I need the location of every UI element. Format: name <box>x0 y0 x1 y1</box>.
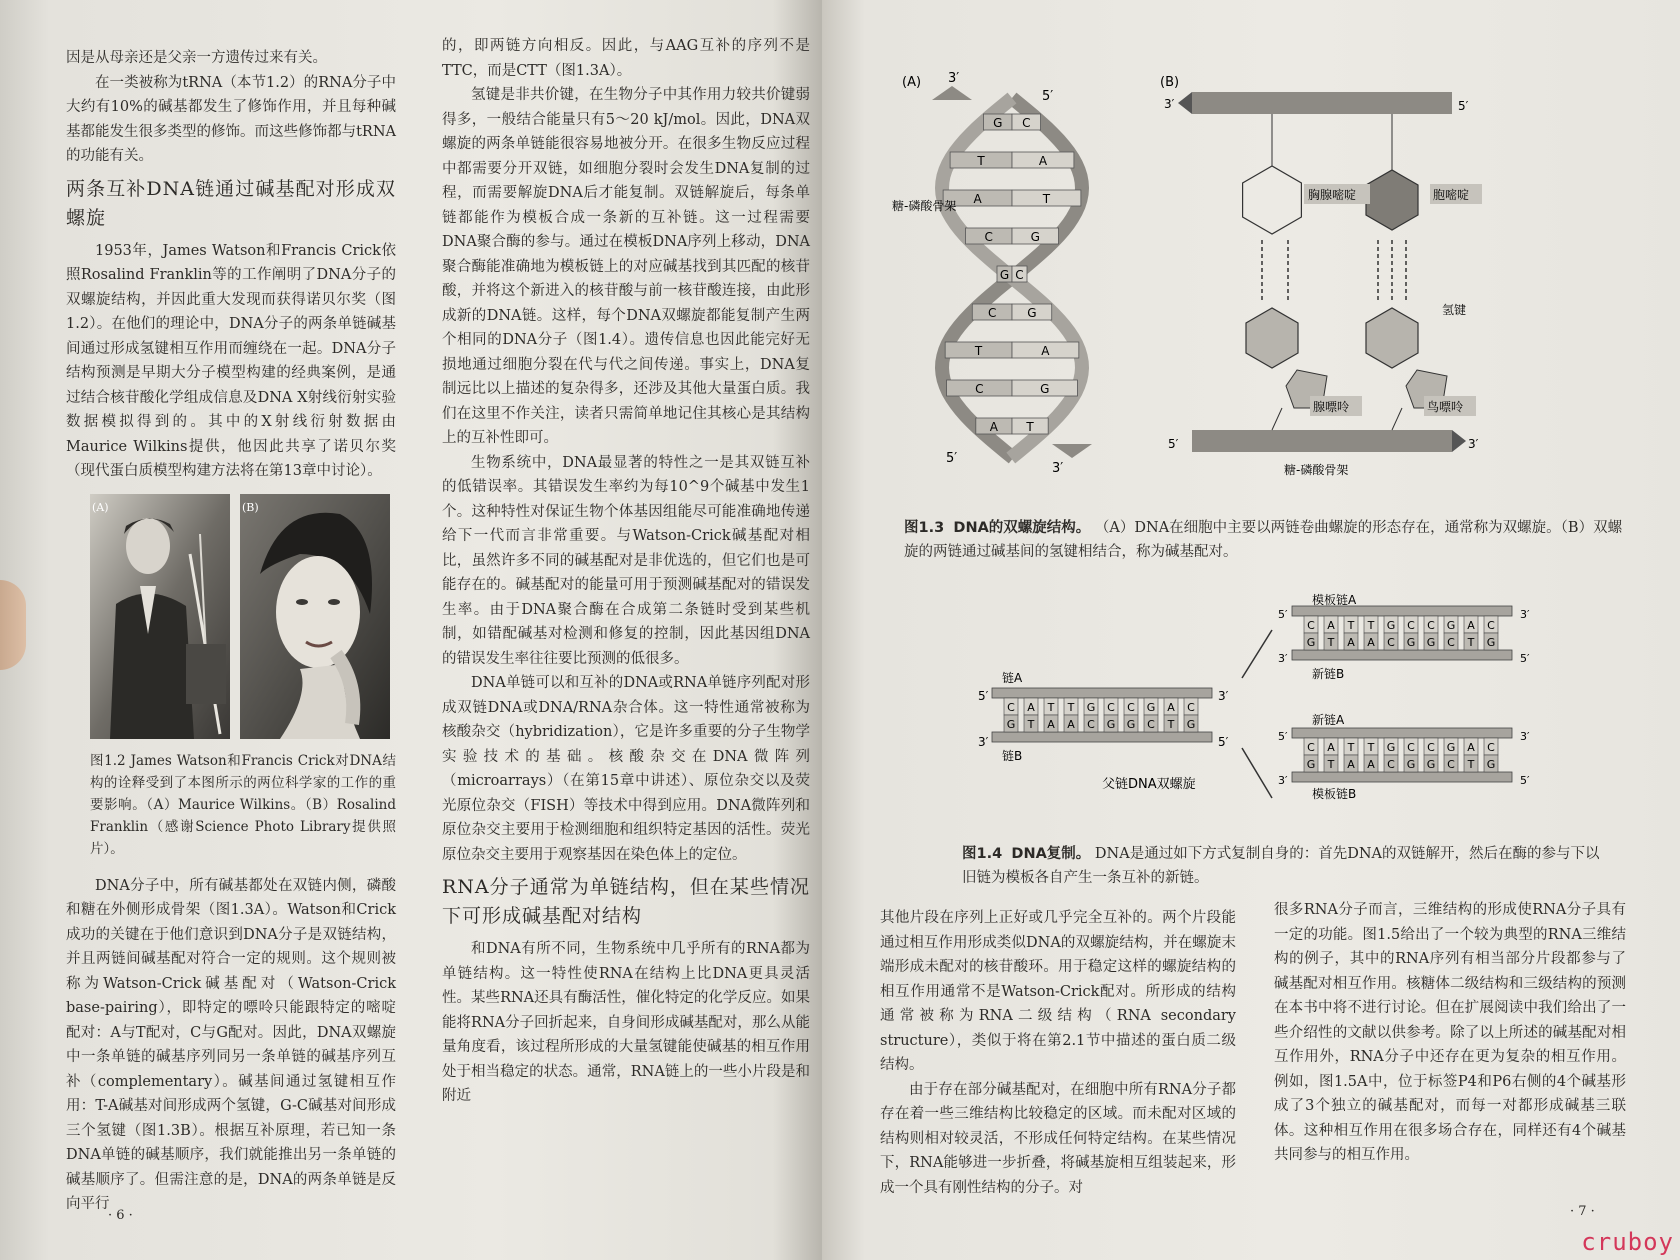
base-letter: C <box>1487 741 1495 754</box>
base-letter: T <box>1027 718 1035 731</box>
label-guanine: 鸟嘌呤 <box>1427 400 1464 414</box>
base-letter: G <box>1386 741 1396 754</box>
new-b-label: 新链B <box>1312 667 1345 681</box>
paragraph-base-pairing: DNA分子中，所有碱基都处在双链内侧，磷酸和糖在外侧形成骨架（图1.3A）。Watson和Crick成功的关键在于他们意识到DNA分子是双链结构，并且两链间碱基配对符合一定的规则。这个规则被称为Watson-Crick碱基配对（Watson-Crick base-pairing），即特定的嘌呤只能跟特定的嘧啶配对：A与T配对，C与G配对。因此，DNA双螺旋中一条单链的碱基序列同另一条单链的碱基序列互补（complementary）。碱基间通过氢键相互作用：T-A碱基对间形成两个氢键，G-C碱基对间形成三个氢键（图1.3B）。根据互补原理，若已知一条DNA单链的碱基顺序，我们就能推出另一条单链的碱基顺序了。但需注意的是，DNA的两条单链是反向平行 <box>66 877 396 1212</box>
end-label: 5′ <box>1278 730 1288 743</box>
base-letter: A <box>1041 344 1050 358</box>
base-letter: C <box>1022 116 1031 130</box>
base-letter: T <box>1467 758 1475 771</box>
label-thymine: 胸腺嘧啶 <box>1308 188 1357 202</box>
end-label: 5′ <box>1042 89 1054 104</box>
adenine-ring <box>1246 308 1298 368</box>
base-letter: G <box>1040 382 1050 396</box>
guanine-ring <box>1366 308 1418 368</box>
strand-bar <box>992 732 1212 742</box>
base-letter: G <box>1386 619 1396 632</box>
glycosidic-bond <box>1392 408 1402 430</box>
base-letter: C <box>1307 741 1315 754</box>
paragraph-rna-secondary: 其他片段在序列上正好或几乎完全互补的。两个片段能通过相互作用形成类似DNA的双螺旋结构，并在螺旋末端形成未配对的核苷酸环。用于稳定这样的螺旋结构的相互作用通常不是Watson-Crick配对。所形成的结构通常被称为RNA二级结构（RNA secondary structure），类似于将在第2.1节中描述的蛋白质二级结构。 <box>880 910 1236 1073</box>
label-adenine: 腺嘌呤 <box>1313 400 1350 414</box>
base-letter: C <box>1107 701 1115 714</box>
base-letter: A <box>1347 758 1355 771</box>
strand-bar <box>1292 606 1512 616</box>
base-letter: G <box>1106 718 1116 731</box>
figure-1-3-caption <box>904 516 1624 564</box>
base-letter: C <box>1407 741 1415 754</box>
strand-bar <box>992 688 1212 698</box>
base-letter: C <box>1015 268 1024 282</box>
base-letter: T <box>1067 701 1075 714</box>
end-label: 3′ <box>1278 652 1288 665</box>
base-letter: C <box>984 230 993 244</box>
base-letter: T <box>1347 741 1355 754</box>
base-letter: G <box>1426 758 1436 771</box>
caption-number: 图1.4 <box>962 846 1003 862</box>
base-letter: C <box>1427 741 1435 754</box>
figure-1-4 <box>972 593 1612 838</box>
end-label: 5′ <box>1520 774 1530 787</box>
base-letter: C <box>1447 758 1455 771</box>
right-column-2 <box>1274 898 1626 1168</box>
base-pairing-diagram <box>1160 75 1482 477</box>
base-letter: T <box>1327 636 1335 649</box>
end-label: 3′ <box>978 735 989 749</box>
daughter-duplex-a <box>1292 606 1512 660</box>
end-label: 5′ <box>1168 437 1179 451</box>
thymine-ring <box>1243 166 1302 234</box>
glycosidic-bond <box>1272 408 1282 430</box>
right-page <box>822 0 1680 1260</box>
caption-body: （A）DNA在细胞中主要以两链卷曲螺旋的形态存在，通常称为双螺旋。（B）双螺旋的两链通过碱基间的氢键相结合，称为碱基配对。 <box>904 520 1623 560</box>
base-letter: T <box>1347 619 1355 632</box>
page-number-7: · 7 · <box>1570 1204 1595 1219</box>
left-page <box>0 0 822 1260</box>
end-label: 3′ <box>1278 774 1288 787</box>
base-letter: C <box>1307 619 1315 632</box>
backbone-arrow <box>1178 92 1192 114</box>
caption-title: DNA复制。 <box>1011 846 1091 862</box>
paragraph-antiparallel: 的，即两链方向相反。因此，与AAG互补的序列不是TTC，而是CTT（图1.3A）。 <box>442 38 810 79</box>
arrow-line <box>1242 748 1272 798</box>
caption-body: DNA是通过如下方式复制自身的：首先DNA的双链解开，然后在酶的参与下以旧链为模板各自产生一条互补的新链。 <box>962 846 1600 886</box>
backbone-bar <box>1192 92 1452 114</box>
base-letter: G <box>1306 636 1316 649</box>
backbone-label: 糖-磷酸骨架 <box>892 199 957 213</box>
end-label: 5′ <box>1278 608 1288 621</box>
base-letter: A <box>1467 741 1475 754</box>
base-letter: T <box>1042 192 1051 206</box>
base-letter: C <box>1407 619 1415 632</box>
base-letter: C <box>1427 619 1435 632</box>
strand-bar <box>1292 728 1512 738</box>
strand-bar <box>1292 650 1512 660</box>
photo-label-b: (B) <box>242 500 259 514</box>
left-column-2 <box>442 34 810 1109</box>
daughter-duplex-b <box>1292 728 1512 782</box>
end-label: 3′ <box>1164 97 1175 111</box>
base-letter: T <box>1367 741 1375 754</box>
parent-duplex <box>992 688 1212 742</box>
end-label: 3′ <box>948 71 960 86</box>
base-letter: A <box>1167 701 1175 714</box>
photo-label-a: (A) <box>92 500 109 514</box>
intro-line: 因是从母亲还是父亲一方遗传过来有关。 <box>66 50 327 66</box>
base-letter: G <box>1146 701 1156 714</box>
figure-1-3 <box>892 70 1479 510</box>
base-letter: G <box>999 268 1010 282</box>
caption-number: 图1.3 <box>904 520 945 536</box>
figure-1-2-caption: 图1.2 James Watson和Francis Crick对DNA结构的诠释受到了本图所示的两位科学家的工作的重要影响。（A）Maurice Wilkins。（B）Rosalind Franklin（感谢Science Photo Library提供照片）。 <box>90 752 396 857</box>
right-column-1 <box>880 906 1236 1200</box>
base-letter: G <box>1027 306 1037 320</box>
strand-arrow-down <box>1052 444 1092 458</box>
base-letter: C <box>975 382 984 396</box>
strand-bar <box>1292 772 1512 782</box>
base-letter: T <box>1327 758 1335 771</box>
base-letter: T <box>974 344 983 358</box>
base-letter: T <box>1467 636 1475 649</box>
thumb <box>0 580 26 670</box>
template-a-label: 模板链A <box>1312 593 1357 607</box>
base-letter: A <box>1367 758 1375 771</box>
base-letter: A <box>1327 741 1335 754</box>
paragraph-hydrogen-bonds: 氢键是非共价键，在生物分子中其作用力较共价键弱得多，一般结合能量只有5～20 kJ/mol。因此，DNA双螺旋的两条单链能很容易地被分开。在很多生物反应过程中都需要分开双链，如细胞分裂时会发生DNA复制的过程，而需要解旋DNA后才能复制。双链解旋后，每条单链都能作为模板合成一条新的互补链。这一过程需要DNA聚合酶的参与。通过在模板DNA序列上移动，DNA聚合酶能准确地为模板链上的对应碱基找到其匹配的核苷酸，并将这个新进入的核苷酸与前一核苷酸连接，由此形成新的DNA链。这样，每个DNA双螺旋都能复制产生两个相同的DNA分子（图1.4）。遗传信息也因此能完好无损地通过细胞分裂在代与代之间传递。事实上，DNA复制远比以上描述的复杂得多，还涉及其他大量蛋白质。我们在这里不作关注，读者只需简单地记住其核心是其结构上的互补性即可。 <box>442 87 810 446</box>
base-letter: G <box>1086 701 1096 714</box>
base-letter: C <box>1187 701 1195 714</box>
base-letter: G <box>1426 636 1436 649</box>
base-letter: A <box>1327 619 1335 632</box>
base-letter: G <box>1126 718 1136 731</box>
base-letter: G <box>1006 718 1016 731</box>
end-label: 5′ <box>1218 735 1229 749</box>
base-letter: G <box>1446 619 1456 632</box>
end-label: 3′ <box>1218 689 1229 703</box>
base-letter: C <box>1127 701 1135 714</box>
base-letter: A <box>1038 154 1048 168</box>
base-letter: A <box>973 192 982 206</box>
backbone-bar <box>1192 430 1452 452</box>
base-letter: T <box>1167 718 1175 731</box>
base-letter: G <box>1446 741 1456 754</box>
base-letter: C <box>987 306 997 320</box>
end-label: 3′ <box>1468 437 1479 451</box>
base-letter: C <box>1087 718 1095 731</box>
label-cytosine: 胞嘧啶 <box>1433 188 1470 202</box>
base-letter: G <box>993 116 1003 130</box>
strand-a-label: 链A <box>1002 671 1023 685</box>
new-a-label: 新链A <box>1312 713 1345 727</box>
paragraph-watson-crick: 1953年，James Watson和Francis Crick依照Rosalind Franklin等的工作阐明了DNA分子的双螺旋结构，并因此重大发现而获得诺贝尔奖（图1.2）。在他们的理论中，DNA分子的两条单链碱基间通过形成氢键相互作用而缠绕在一起。DNA分子结构预测是早期大分子模型构建的经典案例，是通过结合核苷酸化学组成信息及DNA X射线衍射实验数据模拟得到的。其中的X射线衍射数据由Maurice Wilkins提供，他因此共享了诺贝尔奖（现代蛋白质模型构建方法将在第13章中讨论）。 <box>66 242 396 479</box>
end-label: 5′ <box>1520 652 1530 665</box>
watermark: cruboy <box>1581 1228 1674 1256</box>
paragraph-error-rate: 生物系统中，DNA最显著的特性之一是其双链互补的低错误率。其错误发生率约为每10^9个碱基中发生1个。这种特性对保证生物个体基因组能尽可能准确地传递给下一代而言非常重要。与Watson-Crick碱基配对相比，虽然许多不同的碱基配对是非优选的，但它们也是可能存在的。碱基配对的能量可用于预测碱基配对的错误发生率。由于DNA聚合酶在合成第二条链时受到某些机制，如错配碱基对检测和修复的控制，因此基因组DNA的错误发生率往往要比预测的低很多。 <box>442 454 810 667</box>
section-heading-rna: RNA分子通常为单链结构，但在某些情况下可形成碱基配对结构 <box>442 876 810 927</box>
end-label: 5′ <box>946 451 958 466</box>
base-letter: T <box>977 154 985 168</box>
left-column-1 <box>66 46 396 1217</box>
base-letter: A <box>1027 701 1035 714</box>
double-helix-diagram <box>892 71 1092 476</box>
base-letter: C <box>1487 619 1495 632</box>
intro-paragraph: 在一类被称为tRNA（本节1.2）的RNA分子中大约有10%的碱基都发生了修饰作用，并且每种碱基都能发生很多类型的修饰。而这些修饰都与tRNA的功能有关。 <box>66 74 396 164</box>
caption-title: DNA的双螺旋结构。 <box>953 520 1091 536</box>
base-letter: G <box>1306 758 1316 771</box>
base-letter: A <box>1047 718 1055 731</box>
arrow-line <box>1242 630 1272 678</box>
figure-1-4-caption <box>962 842 1602 890</box>
base-letter: G <box>1186 718 1196 731</box>
base-letter: T <box>1047 701 1055 714</box>
base-letter: A <box>1467 619 1475 632</box>
base-letter: C <box>1387 758 1395 771</box>
label-hydrogen-bond: 氢键 <box>1442 303 1467 317</box>
end-label: 3′ <box>1052 461 1064 476</box>
end-label: 5′ <box>978 689 989 703</box>
base-letter: G <box>1406 636 1416 649</box>
paragraph-rna-function: 很多RNA分子而言，三维结构的形成使RNA分子具有一定的功能。图1.5给出了一个较为典型的RNA三维结构的例子，其中的RNA序列有相当部分片段都参与了碱基配对相互作用。核糖体二级结构和三级结构的预测在本书中将不进行讨论。但在扩展阅读中我们给出了一些介绍性的文献以供参考。除了以上所述的碱基配对相互作用外，RNA分子中还存在更为复杂的相互作用。例如，图1.5A中，位于标签P4和P6右侧的4个碱基形成了3个独立的碱基配对，而每一对都形成碱基三联体。这种相互作用在很多场合存在，同样还有4个碱基共同参与的相互作用。 <box>1274 902 1626 1163</box>
base-letter: T <box>1026 420 1034 434</box>
backbone-label: 糖-磷酸骨架 <box>1284 463 1349 477</box>
base-letter: G <box>1030 230 1040 244</box>
base-letter: A <box>1067 718 1075 731</box>
strand-b-label: 链B <box>1002 749 1023 763</box>
base-letter: C <box>1447 636 1455 649</box>
backbone-arrow <box>1452 430 1466 452</box>
page-number-6: · 6 · <box>108 1208 133 1223</box>
paragraph-rna-3d: 由于存在部分碱基配对，在细胞中所有RNA分子都存在着一些三维结构比较稳定的区域。而未配对区域的结构则相对较灵活，不形成任何特定结构。在某些情况下，RNA能够进一步折叠，将碱基旋相互组装起来，形成一个具有刚性结构的分子。对 <box>880 1081 1236 1196</box>
paragraph-rna-single-strand: 和DNA有所不同，生物系统中几乎所有的RNA都为单链结构。这一特性使RNA在结构上比DNA更具灵活性。某些RNA还具有酶活性，催化特定的化学反应。如果能将RNA分子回折起来，自身间形成碱基配对，那么从能量角度看，该过程所形成的大量氢键能使碱基的相互作用处于相当稳定的状态。通常，RNA链上的一些小片段是和附近 <box>442 941 810 1104</box>
base-letter: C <box>1007 701 1015 714</box>
figure-1-2 <box>66 494 396 744</box>
base-letter: G <box>1406 758 1416 771</box>
base-letter: A <box>989 420 999 434</box>
base-letter: G <box>1486 758 1496 771</box>
base-letter: A <box>1347 636 1355 649</box>
end-label: 3′ <box>1520 608 1530 621</box>
photo-maurice-wilkins <box>90 494 230 739</box>
cytosine-ring <box>1366 170 1418 230</box>
end-label: 5′ <box>1458 99 1469 113</box>
template-b-label: 模板链B <box>1312 787 1357 801</box>
end-label: 3′ <box>1520 730 1530 743</box>
section-heading-dna: 两条互补DNA链通过碱基配对形成双螺旋 <box>66 177 396 229</box>
base-letter: C <box>1387 636 1395 649</box>
panel-label-a: (A) <box>902 75 922 90</box>
dna-replication-diagram <box>978 592 1530 801</box>
panel-label-b: (B) <box>1160 75 1180 90</box>
strand-arrow-up <box>932 86 972 100</box>
base-letter: T <box>1367 619 1375 632</box>
base-letter: A <box>1367 636 1375 649</box>
photo-rosalind-franklin <box>240 494 390 739</box>
base-letter: C <box>1147 718 1155 731</box>
parent-duplex-label: 父链DNA双螺旋 <box>1102 777 1196 792</box>
paragraph-hybridization: DNA单链可以和互补的DNA或RNA单链序列配对形成双链DNA或DNA/RNA杂合体。这一特性通常被称为核酸杂交（hybridization），它是许多重要的分子生物学实验技术的基础。核酸杂交在DNA微阵列（microarrays）（在第15章中讲述）、原位杂交以及荧光原位杂交（FISH）等技术中得到应用。DNA微阵列和原位杂交主要用于检测细胞和组织特定基因的活性。荧光原位杂交主要用于观察基因在染色体上的定位。 <box>442 675 810 863</box>
base-letter: G <box>1486 636 1496 649</box>
